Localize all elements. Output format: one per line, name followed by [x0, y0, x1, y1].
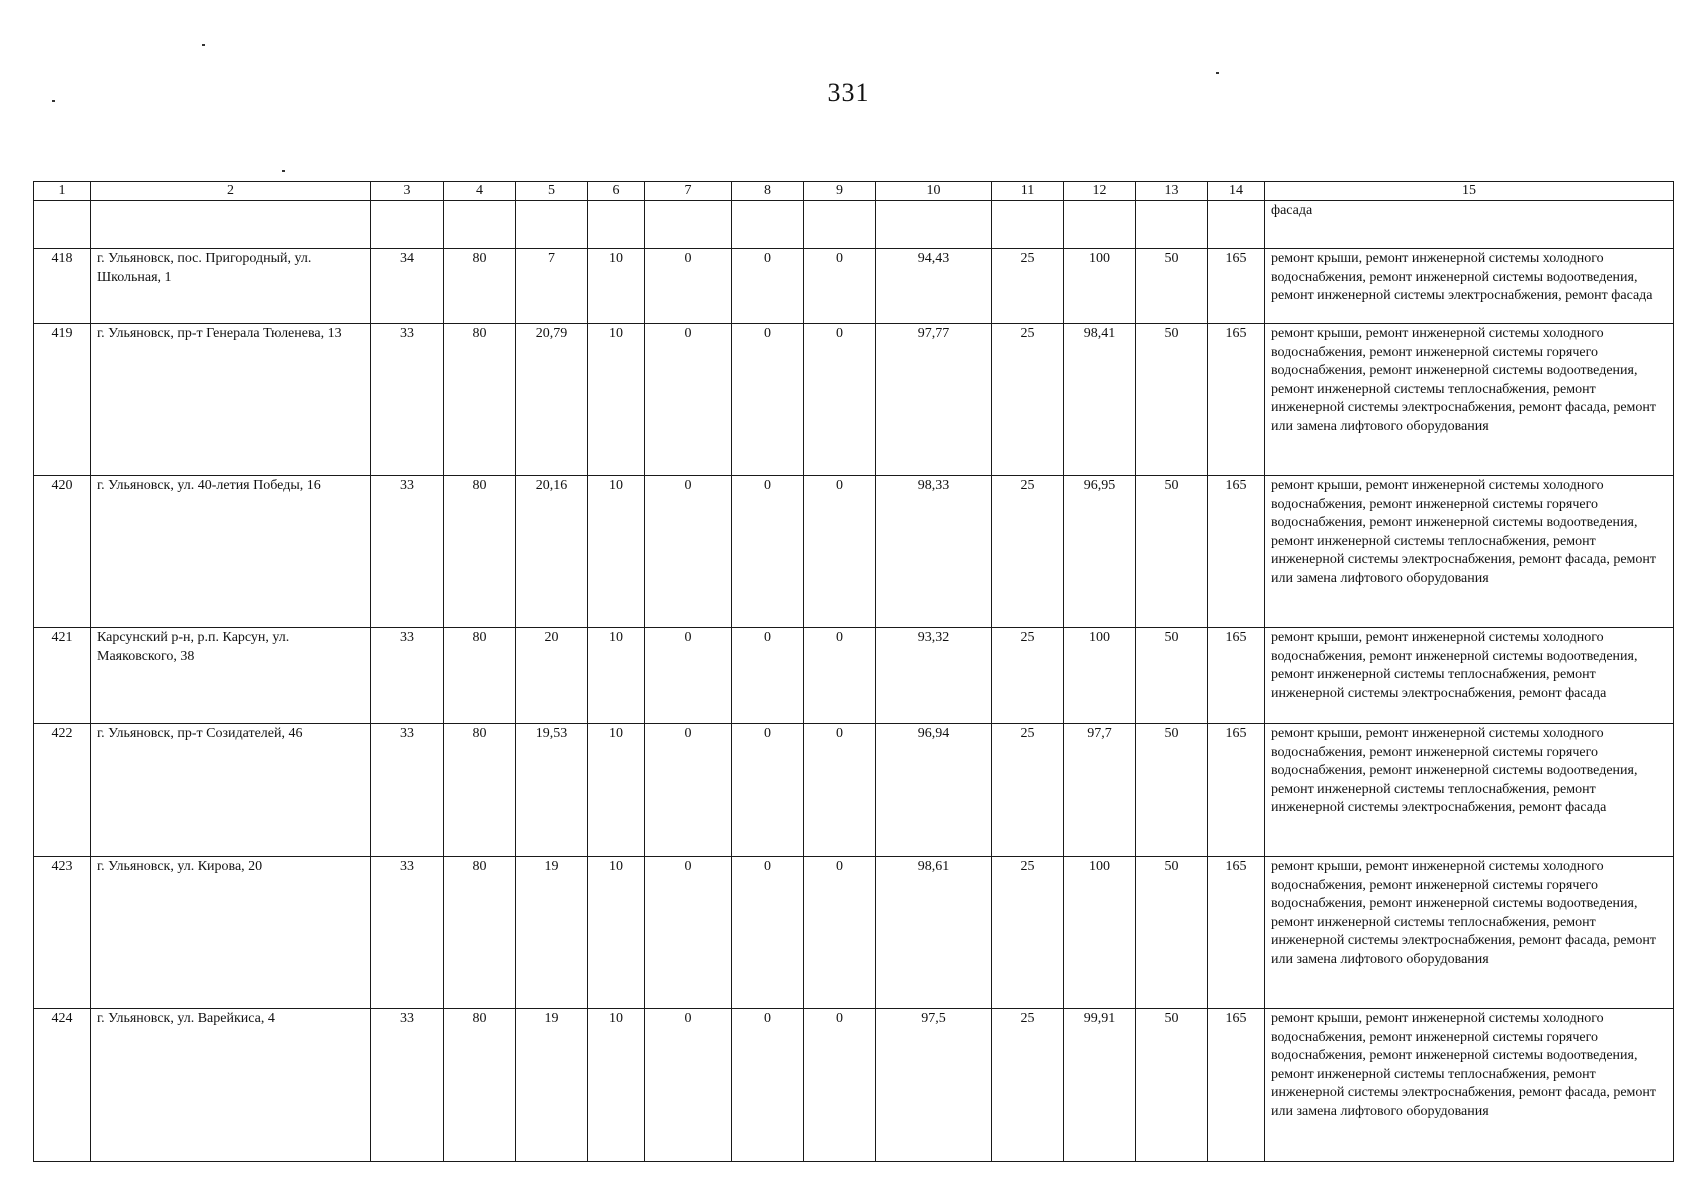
cell-address: г. Ульяновск, ул. Варейкиса, 4	[91, 1009, 371, 1162]
cell-col-4: 80	[444, 249, 516, 324]
cell-col-5: 19	[516, 1009, 588, 1162]
cell-address: г. Ульяновск, пос. Пригородный, ул. Школьная, 1	[91, 249, 371, 324]
cell-col-13: 50	[1136, 857, 1208, 1009]
cell-address: г. Ульяновск, ул. 40-летия Победы, 16	[91, 476, 371, 628]
cell-col-10: 98,33	[876, 476, 992, 628]
cell-col-4: 80	[444, 324, 516, 476]
cell-col-8: 0	[732, 1009, 804, 1162]
cell-col-12: 96,95	[1064, 476, 1136, 628]
column-number-header: 5	[516, 182, 588, 201]
cell-col-12: 100	[1064, 628, 1136, 724]
cell-col-13: 50	[1136, 724, 1208, 857]
column-number-header: 4	[444, 182, 516, 201]
cell-address: г. Ульяновск, пр-т Генерала Тюленева, 13	[91, 324, 371, 476]
cell-col-4: 80	[444, 857, 516, 1009]
cell-col-7: 0	[645, 724, 732, 857]
cell-col-10: 97,77	[876, 324, 992, 476]
cell-col-10: 98,61	[876, 857, 992, 1009]
cell-works-continuation: фасада	[1265, 201, 1674, 249]
table-row	[34, 324, 1674, 476]
cell-col-5: 20,79	[516, 324, 588, 476]
cell-empty	[444, 201, 516, 249]
cell-col-8: 0	[732, 324, 804, 476]
column-number-header: 13	[1136, 182, 1208, 201]
cell-col-8: 0	[732, 628, 804, 724]
column-number-header: 2	[91, 182, 371, 201]
cell-col-9: 0	[804, 1009, 876, 1162]
repair-schedule-table	[33, 181, 1674, 1162]
cell-address: г. Ульяновск, пр-т Созидателей, 46	[91, 724, 371, 857]
cell-empty	[1136, 201, 1208, 249]
cell-col-11: 25	[992, 1009, 1064, 1162]
cell-col-11: 25	[992, 324, 1064, 476]
cell-col-11: 25	[992, 249, 1064, 324]
cell-col-7: 0	[645, 324, 732, 476]
cell-works: ремонт крыши, ремонт инженерной системы холодного водоснабжения, ремонт инженерной системы горячего водоснабжения, ремонт инженерной системы водоотведения, ремонт инженерной системы теплоснабжения, ремонт инженерной системы электроснабжения, ремонт фасада, ремонт или замена лифтового оборудования	[1265, 1009, 1674, 1162]
scan-speck	[1216, 72, 1219, 74]
cell-col-3: 33	[371, 628, 444, 724]
cell-col-13: 50	[1136, 476, 1208, 628]
column-number-header: 12	[1064, 182, 1136, 201]
cell-col-9: 0	[804, 476, 876, 628]
page-number: 331	[827, 78, 870, 107]
column-number-header: 11	[992, 182, 1064, 201]
cell-col-4: 80	[444, 628, 516, 724]
cell-col-12: 97,7	[1064, 724, 1136, 857]
cell-col-4: 80	[444, 724, 516, 857]
column-number-header: 9	[804, 182, 876, 201]
cell-row-number: 420	[34, 476, 91, 628]
scan-speck	[52, 100, 55, 102]
cell-col-12: 100	[1064, 249, 1136, 324]
cell-col-6: 10	[588, 628, 645, 724]
cell-col-5: 19	[516, 857, 588, 1009]
cell-empty	[588, 201, 645, 249]
cell-col-9: 0	[804, 724, 876, 857]
cell-col-3: 33	[371, 724, 444, 857]
cell-col-8: 0	[732, 857, 804, 1009]
column-number-header: 1	[34, 182, 91, 201]
cell-row-number: 422	[34, 724, 91, 857]
cell-col-14: 165	[1208, 1009, 1265, 1162]
cell-empty	[516, 201, 588, 249]
cell-address: Карсунский р-н, р.п. Карсун, ул. Маяковского, 38	[91, 628, 371, 724]
cell-works: ремонт крыши, ремонт инженерной системы холодного водоснабжения, ремонт инженерной системы горячего водоснабжения, ремонт инженерной системы водоотведения, ремонт инженерной системы теплоснабжения, ремонт инженерной системы электроснабжения, ремонт фасада	[1265, 724, 1674, 857]
cell-col-3: 33	[371, 1009, 444, 1162]
cell-col-5: 7	[516, 249, 588, 324]
cell-col-3: 34	[371, 249, 444, 324]
cell-col-8: 0	[732, 476, 804, 628]
cell-row-number: 423	[34, 857, 91, 1009]
cell-col-14: 165	[1208, 857, 1265, 1009]
cell-empty	[34, 201, 91, 249]
cell-address: г. Ульяновск, ул. Кирова, 20	[91, 857, 371, 1009]
table-row	[34, 628, 1674, 724]
table-row	[34, 249, 1674, 324]
cell-col-11: 25	[992, 857, 1064, 1009]
cell-col-6: 10	[588, 857, 645, 1009]
table-row	[34, 476, 1674, 628]
cell-empty	[1064, 201, 1136, 249]
cell-col-8: 0	[732, 249, 804, 324]
cell-col-9: 0	[804, 249, 876, 324]
column-number-header: 10	[876, 182, 992, 201]
column-number-header: 6	[588, 182, 645, 201]
cell-col-14: 165	[1208, 724, 1265, 857]
cell-empty	[876, 201, 992, 249]
cell-row-number: 421	[34, 628, 91, 724]
cell-col-14: 165	[1208, 249, 1265, 324]
cell-works: ремонт крыши, ремонт инженерной системы холодного водоснабжения, ремонт инженерной системы водоотведения, ремонт инженерной системы электроснабжения, ремонт фасада	[1265, 249, 1674, 324]
cell-col-7: 0	[645, 857, 732, 1009]
cell-col-6: 10	[588, 1009, 645, 1162]
table-row	[34, 724, 1674, 857]
column-number-header: 8	[732, 182, 804, 201]
cell-col-7: 0	[645, 476, 732, 628]
cell-col-6: 10	[588, 249, 645, 324]
cell-empty	[371, 201, 444, 249]
cell-col-10: 94,43	[876, 249, 992, 324]
cell-col-9: 0	[804, 857, 876, 1009]
cell-col-14: 165	[1208, 476, 1265, 628]
cell-col-4: 80	[444, 476, 516, 628]
cell-col-12: 98,41	[1064, 324, 1136, 476]
cell-empty	[732, 201, 804, 249]
cell-col-12: 99,91	[1064, 1009, 1136, 1162]
cell-col-14: 165	[1208, 324, 1265, 476]
cell-col-6: 10	[588, 476, 645, 628]
column-number-row	[34, 182, 1674, 201]
cell-col-14: 165	[1208, 628, 1265, 724]
cell-col-6: 10	[588, 724, 645, 857]
continuation-row	[34, 201, 1674, 249]
cell-empty	[992, 201, 1064, 249]
cell-col-7: 0	[645, 249, 732, 324]
cell-empty	[1208, 201, 1265, 249]
cell-works: ремонт крыши, ремонт инженерной системы холодного водоснабжения, ремонт инженерной системы горячего водоснабжения, ремонт инженерной системы водоотведения, ремонт инженерной системы теплоснабжения, ремонт инженерной системы электроснабжения, ремонт фасада, ремонт или замена лифтового оборудования	[1265, 324, 1674, 476]
cell-col-13: 50	[1136, 1009, 1208, 1162]
cell-col-13: 50	[1136, 249, 1208, 324]
cell-col-9: 0	[804, 628, 876, 724]
cell-col-5: 20,16	[516, 476, 588, 628]
cell-col-3: 33	[371, 857, 444, 1009]
cell-empty	[91, 201, 371, 249]
cell-col-11: 25	[992, 476, 1064, 628]
cell-col-11: 25	[992, 628, 1064, 724]
cell-works: ремонт крыши, ремонт инженерной системы холодного водоснабжения, ремонт инженерной системы водоотведения, ремонт инженерной системы теплоснабжения, ремонт инженерной системы электроснабжения, ремонт фасада	[1265, 628, 1674, 724]
column-number-header: 3	[371, 182, 444, 201]
cell-col-13: 50	[1136, 324, 1208, 476]
cell-row-number: 419	[34, 324, 91, 476]
cell-col-3: 33	[371, 324, 444, 476]
column-number-header: 7	[645, 182, 732, 201]
cell-empty	[645, 201, 732, 249]
table-row	[34, 1009, 1674, 1162]
cell-col-8: 0	[732, 724, 804, 857]
cell-col-6: 10	[588, 324, 645, 476]
cell-empty	[804, 201, 876, 249]
cell-works: ремонт крыши, ремонт инженерной системы холодного водоснабжения, ремонт инженерной системы горячего водоснабжения, ремонт инженерной системы водоотведения, ремонт инженерной системы теплоснабжения, ремонт инженерной системы электроснабжения, ремонт фасада, ремонт или замена лифтового оборудования	[1265, 476, 1674, 628]
cell-col-13: 50	[1136, 628, 1208, 724]
cell-col-10: 93,32	[876, 628, 992, 724]
cell-col-3: 33	[371, 476, 444, 628]
table-row	[34, 857, 1674, 1009]
cell-col-7: 0	[645, 628, 732, 724]
scan-speck	[282, 170, 285, 172]
cell-col-10: 96,94	[876, 724, 992, 857]
cell-col-12: 100	[1064, 857, 1136, 1009]
cell-col-7: 0	[645, 1009, 732, 1162]
cell-row-number: 424	[34, 1009, 91, 1162]
column-number-header: 14	[1208, 182, 1265, 201]
cell-col-5: 20	[516, 628, 588, 724]
column-number-header: 15	[1265, 182, 1674, 201]
cell-works: ремонт крыши, ремонт инженерной системы холодного водоснабжения, ремонт инженерной системы горячего водоснабжения, ремонт инженерной системы водоотведения, ремонт инженерной системы теплоснабжения, ремонт инженерной системы электроснабжения, ремонт фасада, ремонт или замена лифтового оборудования	[1265, 857, 1674, 1009]
cell-col-11: 25	[992, 724, 1064, 857]
cell-row-number: 418	[34, 249, 91, 324]
cell-col-10: 97,5	[876, 1009, 992, 1162]
cell-col-9: 0	[804, 324, 876, 476]
cell-col-5: 19,53	[516, 724, 588, 857]
cell-col-4: 80	[444, 1009, 516, 1162]
scan-speck	[202, 44, 205, 46]
